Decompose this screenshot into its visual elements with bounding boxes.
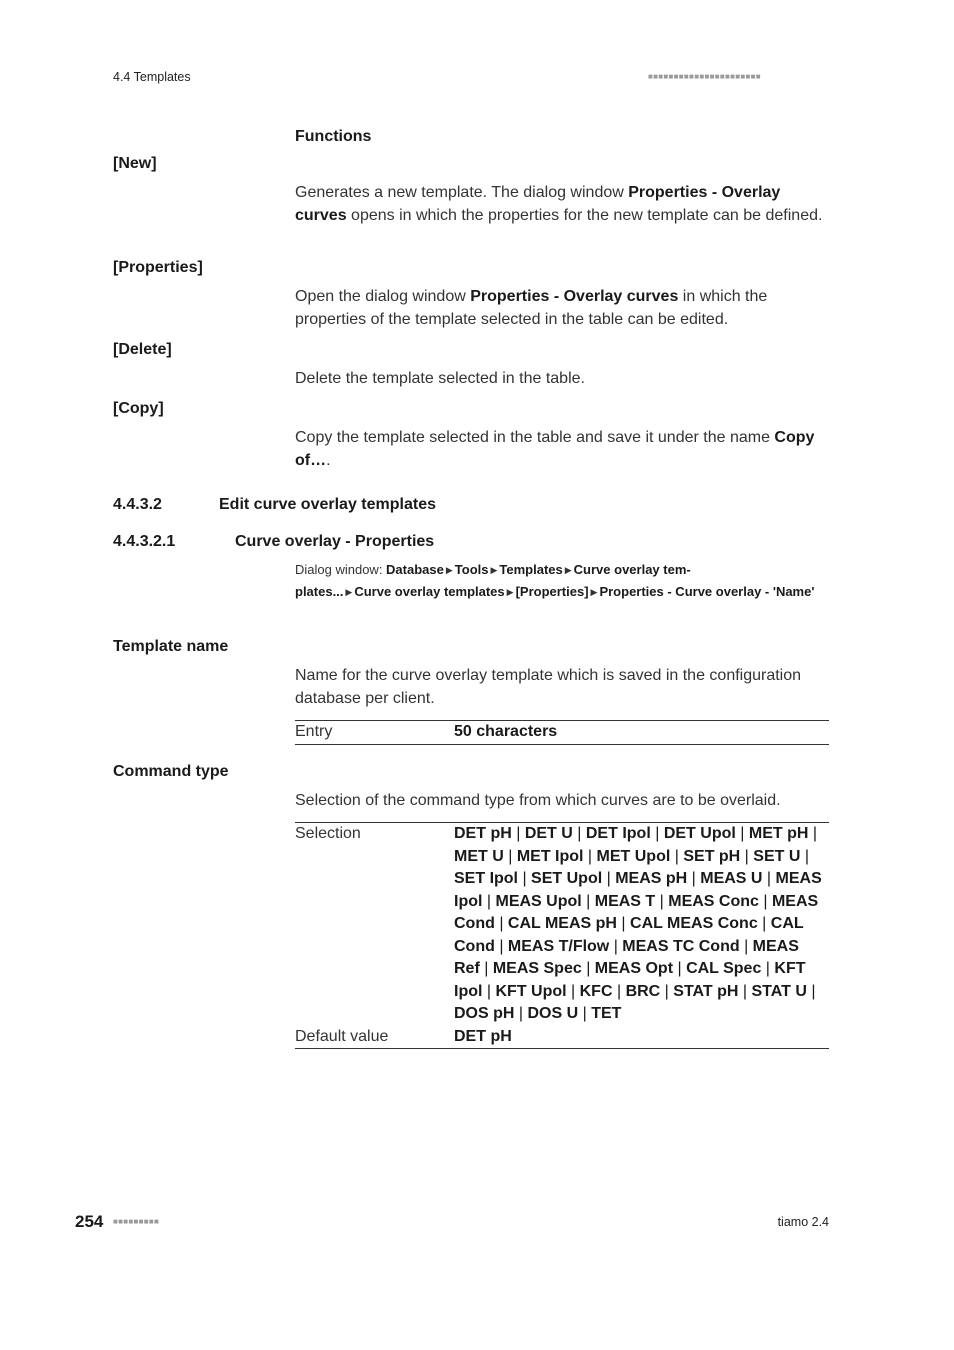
function-name-delete: [Delete] — [113, 341, 172, 358]
table-row — [295, 1026, 829, 1049]
separator: | — [482, 982, 496, 1000]
selection-option: MEAS Ref — [454, 937, 799, 977]
path-step: [Properties] — [515, 583, 589, 599]
selection-values — [454, 823, 829, 1026]
selection-option: SET pH — [683, 847, 741, 865]
selection-option: KFC — [579, 982, 613, 1000]
command-type-table — [295, 822, 829, 1049]
selection-option: KFT Upol — [495, 982, 567, 1000]
selection-option: MEAS T/Flow — [507, 937, 610, 955]
selection-option: MEAS pH — [615, 870, 688, 887]
path-arrow-icon: ▶ — [564, 565, 572, 575]
separator: | — [806, 982, 816, 1000]
separator: | — [581, 892, 595, 910]
separator: | — [800, 847, 810, 865]
selection-option: MEAS T — [594, 892, 656, 910]
subsection-title: Curve overlay - Properties — [235, 533, 435, 550]
default-value: DET pH — [454, 1027, 512, 1045]
selection-option: MEAS U — [700, 870, 763, 887]
separator: | — [660, 982, 674, 1000]
path-step: Tools — [454, 562, 489, 577]
path-arrow-icon: ▶ — [490, 565, 498, 575]
table-value: 50 characters — [454, 723, 558, 740]
separator: | — [808, 825, 818, 842]
selection-option: SET Ipol — [454, 870, 518, 887]
separator: | — [761, 960, 775, 977]
path-arrow-icon: ▶ — [506, 586, 514, 597]
separator: | — [479, 960, 493, 977]
separator: | — [572, 825, 586, 842]
command-type-description: Selection of the command type from which curves are to be overlaid. — [295, 792, 781, 809]
section-title: Edit curve overlay templates — [219, 496, 436, 513]
path-step: Templates — [499, 562, 563, 577]
selection-option: MEAS Opt — [594, 960, 674, 977]
selection-option: MET pH — [748, 825, 809, 842]
table-key: Selection — [295, 825, 361, 842]
template-name-label: Template name — [113, 638, 229, 655]
selection-option: MEAS Upol — [495, 892, 582, 910]
separator: | — [735, 825, 749, 842]
selection-option: BRC — [625, 982, 661, 1000]
selection-option: CAL MEAS pH — [507, 915, 617, 932]
selection-option: KFT Ipol — [454, 960, 806, 1000]
separator: | — [673, 960, 687, 977]
selection-option: MEAS Cond — [454, 892, 819, 932]
path-step: Database — [386, 562, 444, 577]
separator: | — [655, 892, 669, 910]
header-decoration: ■■■■■■■■■■■■■■■■■■■■■■ — [648, 72, 761, 81]
path-arrow-icon: ▶ — [445, 565, 453, 575]
function-name-copy: [Copy] — [113, 400, 164, 417]
selection-option: MEAS Spec — [492, 960, 582, 977]
separator: | — [578, 1005, 592, 1022]
separator: | — [583, 847, 597, 865]
section-number: 4.4.3.2 — [113, 496, 162, 513]
selection-option: CAL MEAS Conc — [630, 915, 758, 932]
selection-option: DOS U — [527, 1005, 579, 1022]
selection-option: STAT U — [751, 982, 807, 1000]
path-step: Curve overlay tem- plates... — [295, 562, 691, 599]
separator: | — [566, 982, 580, 1000]
product-name: tiamo 2.4 — [777, 1215, 829, 1229]
running-header-section: 4.4 Templates — [113, 70, 191, 84]
subsection-number: 4.4.3.2.1 — [113, 533, 176, 550]
separator: | — [503, 847, 517, 865]
dialog-path: Dialog window: Database ▶ Tools ▶ Templates ▶ Curve overlay tem- plates... ▶ Curve overlay templates ▶ [Properties] ▶ Properties - Curve overlay - 'Name' — [295, 562, 815, 599]
function-desc-new: Generates a new template. The dialog window Properties - Overlay curves opens in which the properties for the new template can be defined. — [295, 184, 823, 224]
selection-option: DET pH — [454, 825, 512, 842]
separator: | — [739, 937, 753, 955]
selection-option: DET U — [524, 825, 573, 842]
separator: | — [581, 960, 595, 977]
selection-option: SET Upol — [531, 870, 603, 887]
separator: | — [494, 915, 508, 932]
separator: | — [482, 892, 496, 910]
selection-option: MEAS TC Cond — [622, 937, 740, 955]
separator: | — [616, 915, 631, 932]
selection-option: DET Ipol — [585, 825, 651, 842]
selection-option: MEAS Ipol — [454, 870, 822, 910]
table-key: Entry — [295, 723, 333, 740]
path-step: Curve overlay templates — [354, 583, 505, 599]
separator: | — [518, 870, 532, 887]
table-row — [295, 721, 829, 744]
separator: | — [609, 937, 623, 955]
template-name-description: Name for the curve overlay template which is saved in the configuration database per client. — [295, 667, 802, 707]
selection-option: DOS pH — [454, 1005, 515, 1022]
selection-option: STAT pH — [673, 982, 739, 1000]
separator: | — [757, 915, 771, 932]
function-desc-properties: Open the dialog window Properties - Overlay curves in which the properties of the template selected in the table can be edited. — [295, 288, 768, 328]
selection-option: DET Upol — [663, 825, 736, 842]
separator: | — [650, 825, 664, 842]
separator: | — [670, 847, 684, 865]
separator: | — [738, 982, 752, 1000]
separator: | — [514, 1005, 528, 1022]
separator: | — [511, 825, 525, 842]
selection-option: MET Ipol — [516, 847, 584, 865]
selection-option: MET Upol — [596, 847, 671, 865]
path-step: Properties - Curve overlay - 'Name' — [599, 583, 815, 599]
functions-heading: Functions — [295, 128, 372, 145]
separator: | — [687, 870, 701, 887]
function-desc-delete: Delete the template selected in the table. — [295, 370, 585, 387]
selection-option: CAL Cond — [454, 915, 804, 955]
table-row — [295, 823, 829, 1026]
separator: | — [494, 937, 508, 955]
separator: | — [762, 870, 776, 887]
command-type-label: Command type — [113, 763, 229, 780]
template-name-table — [295, 720, 829, 745]
separator: | — [740, 847, 754, 865]
separator: | — [612, 982, 626, 1000]
function-name-new: [New] — [113, 155, 157, 172]
selection-option: MET U — [454, 847, 504, 865]
path-arrow-icon: ▶ — [345, 586, 353, 597]
selection-option: MEAS Conc — [668, 892, 759, 910]
path-arrow-icon: ▶ — [590, 586, 598, 597]
separator: | — [758, 892, 772, 910]
footer-decoration: ■■■■■■■■■ — [113, 1217, 160, 1226]
separator: | — [602, 870, 616, 887]
selection-option: TET — [591, 1005, 622, 1022]
table-key: Default value — [295, 1027, 389, 1045]
selection-option: SET U — [753, 847, 801, 865]
function-desc-copy: Copy the template selected in the table and save it under the name Copy of…. — [295, 429, 815, 469]
function-name-properties: [Properties] — [113, 259, 203, 276]
selection-option: CAL Spec — [686, 960, 762, 977]
page-number: 254 — [75, 1212, 104, 1231]
